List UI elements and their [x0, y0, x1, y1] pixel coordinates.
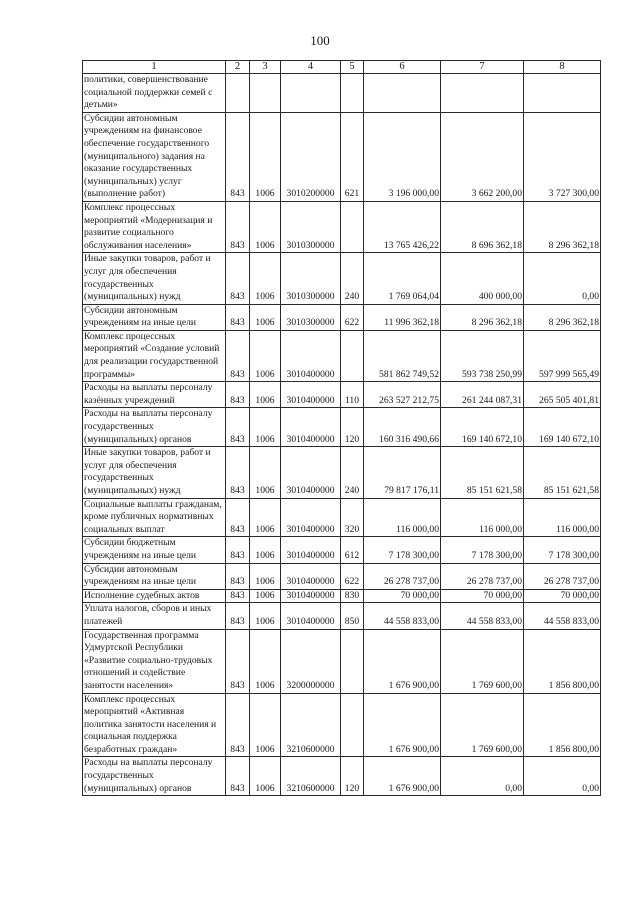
amount-col-6: 26 278 737,00 — [364, 563, 441, 589]
amount-col-6: 263 527 212,75 — [364, 382, 441, 408]
expense-type-code: 850 — [341, 603, 364, 629]
section-code: 1006 — [250, 603, 281, 629]
table-row — [83, 382, 601, 408]
column-header: 3 — [250, 61, 281, 74]
ministry-code: 843 — [226, 201, 250, 252]
row-name: Государственная программа Удмуртской Республики «Развитие социально-трудовых отношений и содействие занятости населения» — [83, 629, 226, 693]
row-name: политики, совершенствование социальной поддержки семей с детьми» — [83, 74, 226, 113]
section-code: 1006 — [250, 693, 281, 757]
ministry-code: 843 — [226, 563, 250, 589]
row-name: Расходы на выплаты персоналу казённых учреждений — [83, 382, 226, 408]
target-article-code: 3010400000 — [281, 330, 341, 381]
amount-col-8: 0,00 — [524, 253, 601, 304]
ministry-code: 843 — [226, 304, 250, 330]
section-code: 1006 — [250, 253, 281, 304]
amount-col-7: 1 769 600,00 — [441, 693, 524, 757]
expense-type-code: 120 — [341, 408, 364, 447]
budget-table — [82, 60, 601, 796]
row-name: Комплекс процессных мероприятий «Модернизация и развитие социального обслуживания населения» — [83, 201, 226, 252]
amount-col-6: 1 676 900,00 — [364, 693, 441, 757]
table-header-row — [83, 61, 601, 74]
table-row — [83, 563, 601, 589]
table-row — [83, 201, 601, 252]
row-name: Субсидии автономным учреждениям на финансовое обеспечение государственного (муниципального) задания на оказание государственных (муниципальных) услуг (выполнение работ) — [83, 112, 226, 201]
expense-type-code: 320 — [341, 498, 364, 537]
target-article-code: 3010400000 — [281, 382, 341, 408]
expense-type-code — [341, 74, 364, 113]
column-header: 6 — [364, 61, 441, 74]
amount-col-8: 8 296 362,18 — [524, 201, 601, 252]
expense-type-code: 612 — [341, 537, 364, 563]
table-row — [83, 757, 601, 796]
amount-col-7: 7 178 300,00 — [441, 537, 524, 563]
ministry-code — [226, 74, 250, 113]
amount-col-8: 597 999 565,49 — [524, 330, 601, 381]
amount-col-8: 116 000,00 — [524, 498, 601, 537]
expense-type-code — [341, 330, 364, 381]
amount-col-6: 70 000,00 — [364, 589, 441, 603]
row-name: Иные закупки товаров, работ и услуг для обеспечения государственных (муниципальных) нужд — [83, 447, 226, 498]
amount-col-6: 3 196 000,00 — [364, 112, 441, 201]
table-row — [83, 498, 601, 537]
amount-col-7: 26 278 737,00 — [441, 563, 524, 589]
amount-col-6: 1 676 900,00 — [364, 757, 441, 796]
ministry-code: 843 — [226, 112, 250, 201]
amount-col-8: 7 178 300,00 — [524, 537, 601, 563]
target-article-code: 3010400000 — [281, 498, 341, 537]
section-code: 1006 — [250, 447, 281, 498]
amount-col-7: 0,00 — [441, 757, 524, 796]
ministry-code: 843 — [226, 693, 250, 757]
amount-col-6: 79 817 176,11 — [364, 447, 441, 498]
target-article-code: 3010300000 — [281, 201, 341, 252]
target-article-code: 3210600000 — [281, 757, 341, 796]
section-code: 1006 — [250, 498, 281, 537]
target-article-code: 3010400000 — [281, 408, 341, 447]
section-code: 1006 — [250, 563, 281, 589]
ministry-code: 843 — [226, 629, 250, 693]
table-row — [83, 112, 601, 201]
amount-col-8: 70 000,00 — [524, 589, 601, 603]
target-article-code: 3010300000 — [281, 304, 341, 330]
amount-col-6: 44 558 833,00 — [364, 603, 441, 629]
target-article-code — [281, 74, 341, 113]
row-name: Иные закупки товаров, работ и услуг для обеспечения государственных (муниципальных) нужд — [83, 253, 226, 304]
section-code: 1006 — [250, 757, 281, 796]
table-row — [83, 629, 601, 693]
section-code: 1006 — [250, 408, 281, 447]
table-row — [83, 447, 601, 498]
expense-type-code: 622 — [341, 304, 364, 330]
amount-col-7: 85 151 621,58 — [441, 447, 524, 498]
amount-col-6: 1 676 900,00 — [364, 629, 441, 693]
row-name: Уплата налогов, сборов и иных платежей — [83, 603, 226, 629]
amount-col-7: 116 000,00 — [441, 498, 524, 537]
amount-col-7: 70 000,00 — [441, 589, 524, 603]
section-code: 1006 — [250, 112, 281, 201]
amount-col-8: 8 296 362,18 — [524, 304, 601, 330]
amount-col-7: 169 140 672,10 — [441, 408, 524, 447]
target-article-code: 3210600000 — [281, 693, 341, 757]
column-header: 4 — [281, 61, 341, 74]
row-name: Социальные выплаты гражданам, кроме публичных нормативных социальных выплат — [83, 498, 226, 537]
amount-col-7 — [441, 74, 524, 113]
amount-col-8 — [524, 74, 601, 113]
ministry-code: 843 — [226, 537, 250, 563]
row-name: Исполнение судебных актов — [83, 589, 226, 603]
ministry-code: 843 — [226, 447, 250, 498]
ministry-code: 843 — [226, 330, 250, 381]
expense-type-code: 622 — [341, 563, 364, 589]
section-code: 1006 — [250, 304, 281, 330]
table-row — [83, 330, 601, 381]
amount-col-7: 3 662 200,00 — [441, 112, 524, 201]
ministry-code: 843 — [226, 589, 250, 603]
amount-col-8: 3 727 300,00 — [524, 112, 601, 201]
target-article-code: 3010400000 — [281, 447, 341, 498]
row-name: Расходы на выплаты персоналу государственных (муниципальных) органов — [83, 408, 226, 447]
amount-col-7: 44 558 833,00 — [441, 603, 524, 629]
amount-col-6: 7 178 300,00 — [364, 537, 441, 563]
amount-col-8: 169 140 672,10 — [524, 408, 601, 447]
column-header: 8 — [524, 61, 601, 74]
row-name: Расходы на выплаты персоналу государственных (муниципальных) органов — [83, 757, 226, 796]
expense-type-code — [341, 629, 364, 693]
ministry-code: 843 — [226, 757, 250, 796]
expense-type-code: 240 — [341, 253, 364, 304]
expense-type-code: 110 — [341, 382, 364, 408]
table-row — [83, 408, 601, 447]
table-row — [83, 74, 601, 113]
row-name: Комплекс процессных мероприятий «Создание условий для реализации государственной программы» — [83, 330, 226, 381]
expense-type-code — [341, 201, 364, 252]
page-number: 100 — [310, 33, 330, 48]
amount-col-6: 1 769 064,04 — [364, 253, 441, 304]
section-code — [250, 74, 281, 113]
target-article-code: 3200000000 — [281, 629, 341, 693]
expense-type-code: 120 — [341, 757, 364, 796]
amount-col-8: 265 505 401,81 — [524, 382, 601, 408]
amount-col-6: 11 996 362,18 — [364, 304, 441, 330]
amount-col-7: 1 769 600,00 — [441, 629, 524, 693]
section-code: 1006 — [250, 201, 281, 252]
amount-col-6: 13 765 426,22 — [364, 201, 441, 252]
section-code: 1006 — [250, 629, 281, 693]
target-article-code: 3010400000 — [281, 537, 341, 563]
amount-col-7: 8 696 362,18 — [441, 201, 524, 252]
amount-col-8: 85 151 621,58 — [524, 447, 601, 498]
table-row — [83, 253, 601, 304]
table-row — [83, 304, 601, 330]
amount-col-7: 8 296 362,18 — [441, 304, 524, 330]
amount-col-8: 44 558 833,00 — [524, 603, 601, 629]
row-name: Субсидии автономным учреждениям на иные цели — [83, 304, 226, 330]
amount-col-7: 261 244 087,31 — [441, 382, 524, 408]
amount-col-6: 160 316 490,66 — [364, 408, 441, 447]
amount-col-6 — [364, 74, 441, 113]
row-name: Субсидии автономным учреждениям на иные цели — [83, 563, 226, 589]
section-code: 1006 — [250, 330, 281, 381]
table-row — [83, 603, 601, 629]
table-row — [83, 537, 601, 563]
amount-col-8: 0,00 — [524, 757, 601, 796]
column-header: 5 — [341, 61, 364, 74]
amount-col-8: 1 856 800,00 — [524, 693, 601, 757]
amount-col-8: 26 278 737,00 — [524, 563, 601, 589]
expense-type-code: 621 — [341, 112, 364, 201]
amount-col-6: 116 000,00 — [364, 498, 441, 537]
target-article-code: 3010400000 — [281, 563, 341, 589]
target-article-code: 3010400000 — [281, 603, 341, 629]
ministry-code: 843 — [226, 253, 250, 304]
section-code: 1006 — [250, 589, 281, 603]
ministry-code: 843 — [226, 408, 250, 447]
target-article-code: 3010400000 — [281, 589, 341, 603]
expense-type-code: 830 — [341, 589, 364, 603]
expense-type-code: 240 — [341, 447, 364, 498]
expense-type-code — [341, 693, 364, 757]
row-name: Комплекс процессных мероприятий «Активная политика занятости населения и социальная поддержка безработных граждан» — [83, 693, 226, 757]
ministry-code: 843 — [226, 382, 250, 408]
table-row — [83, 589, 601, 603]
amount-col-7: 593 738 250,99 — [441, 330, 524, 381]
ministry-code: 843 — [226, 498, 250, 537]
target-article-code: 3010200000 — [281, 112, 341, 201]
amount-col-8: 1 856 800,00 — [524, 629, 601, 693]
target-article-code: 3010300000 — [281, 253, 341, 304]
column-header: 2 — [226, 61, 250, 74]
amount-col-6: 581 862 749,52 — [364, 330, 441, 381]
amount-col-7: 400 000,00 — [441, 253, 524, 304]
section-code: 1006 — [250, 537, 281, 563]
row-name: Субсидии бюджетным учреждениям на иные цели — [83, 537, 226, 563]
column-header: 1 — [83, 61, 226, 74]
ministry-code: 843 — [226, 603, 250, 629]
section-code: 1006 — [250, 382, 281, 408]
table-row — [83, 693, 601, 757]
column-header: 7 — [441, 61, 524, 74]
